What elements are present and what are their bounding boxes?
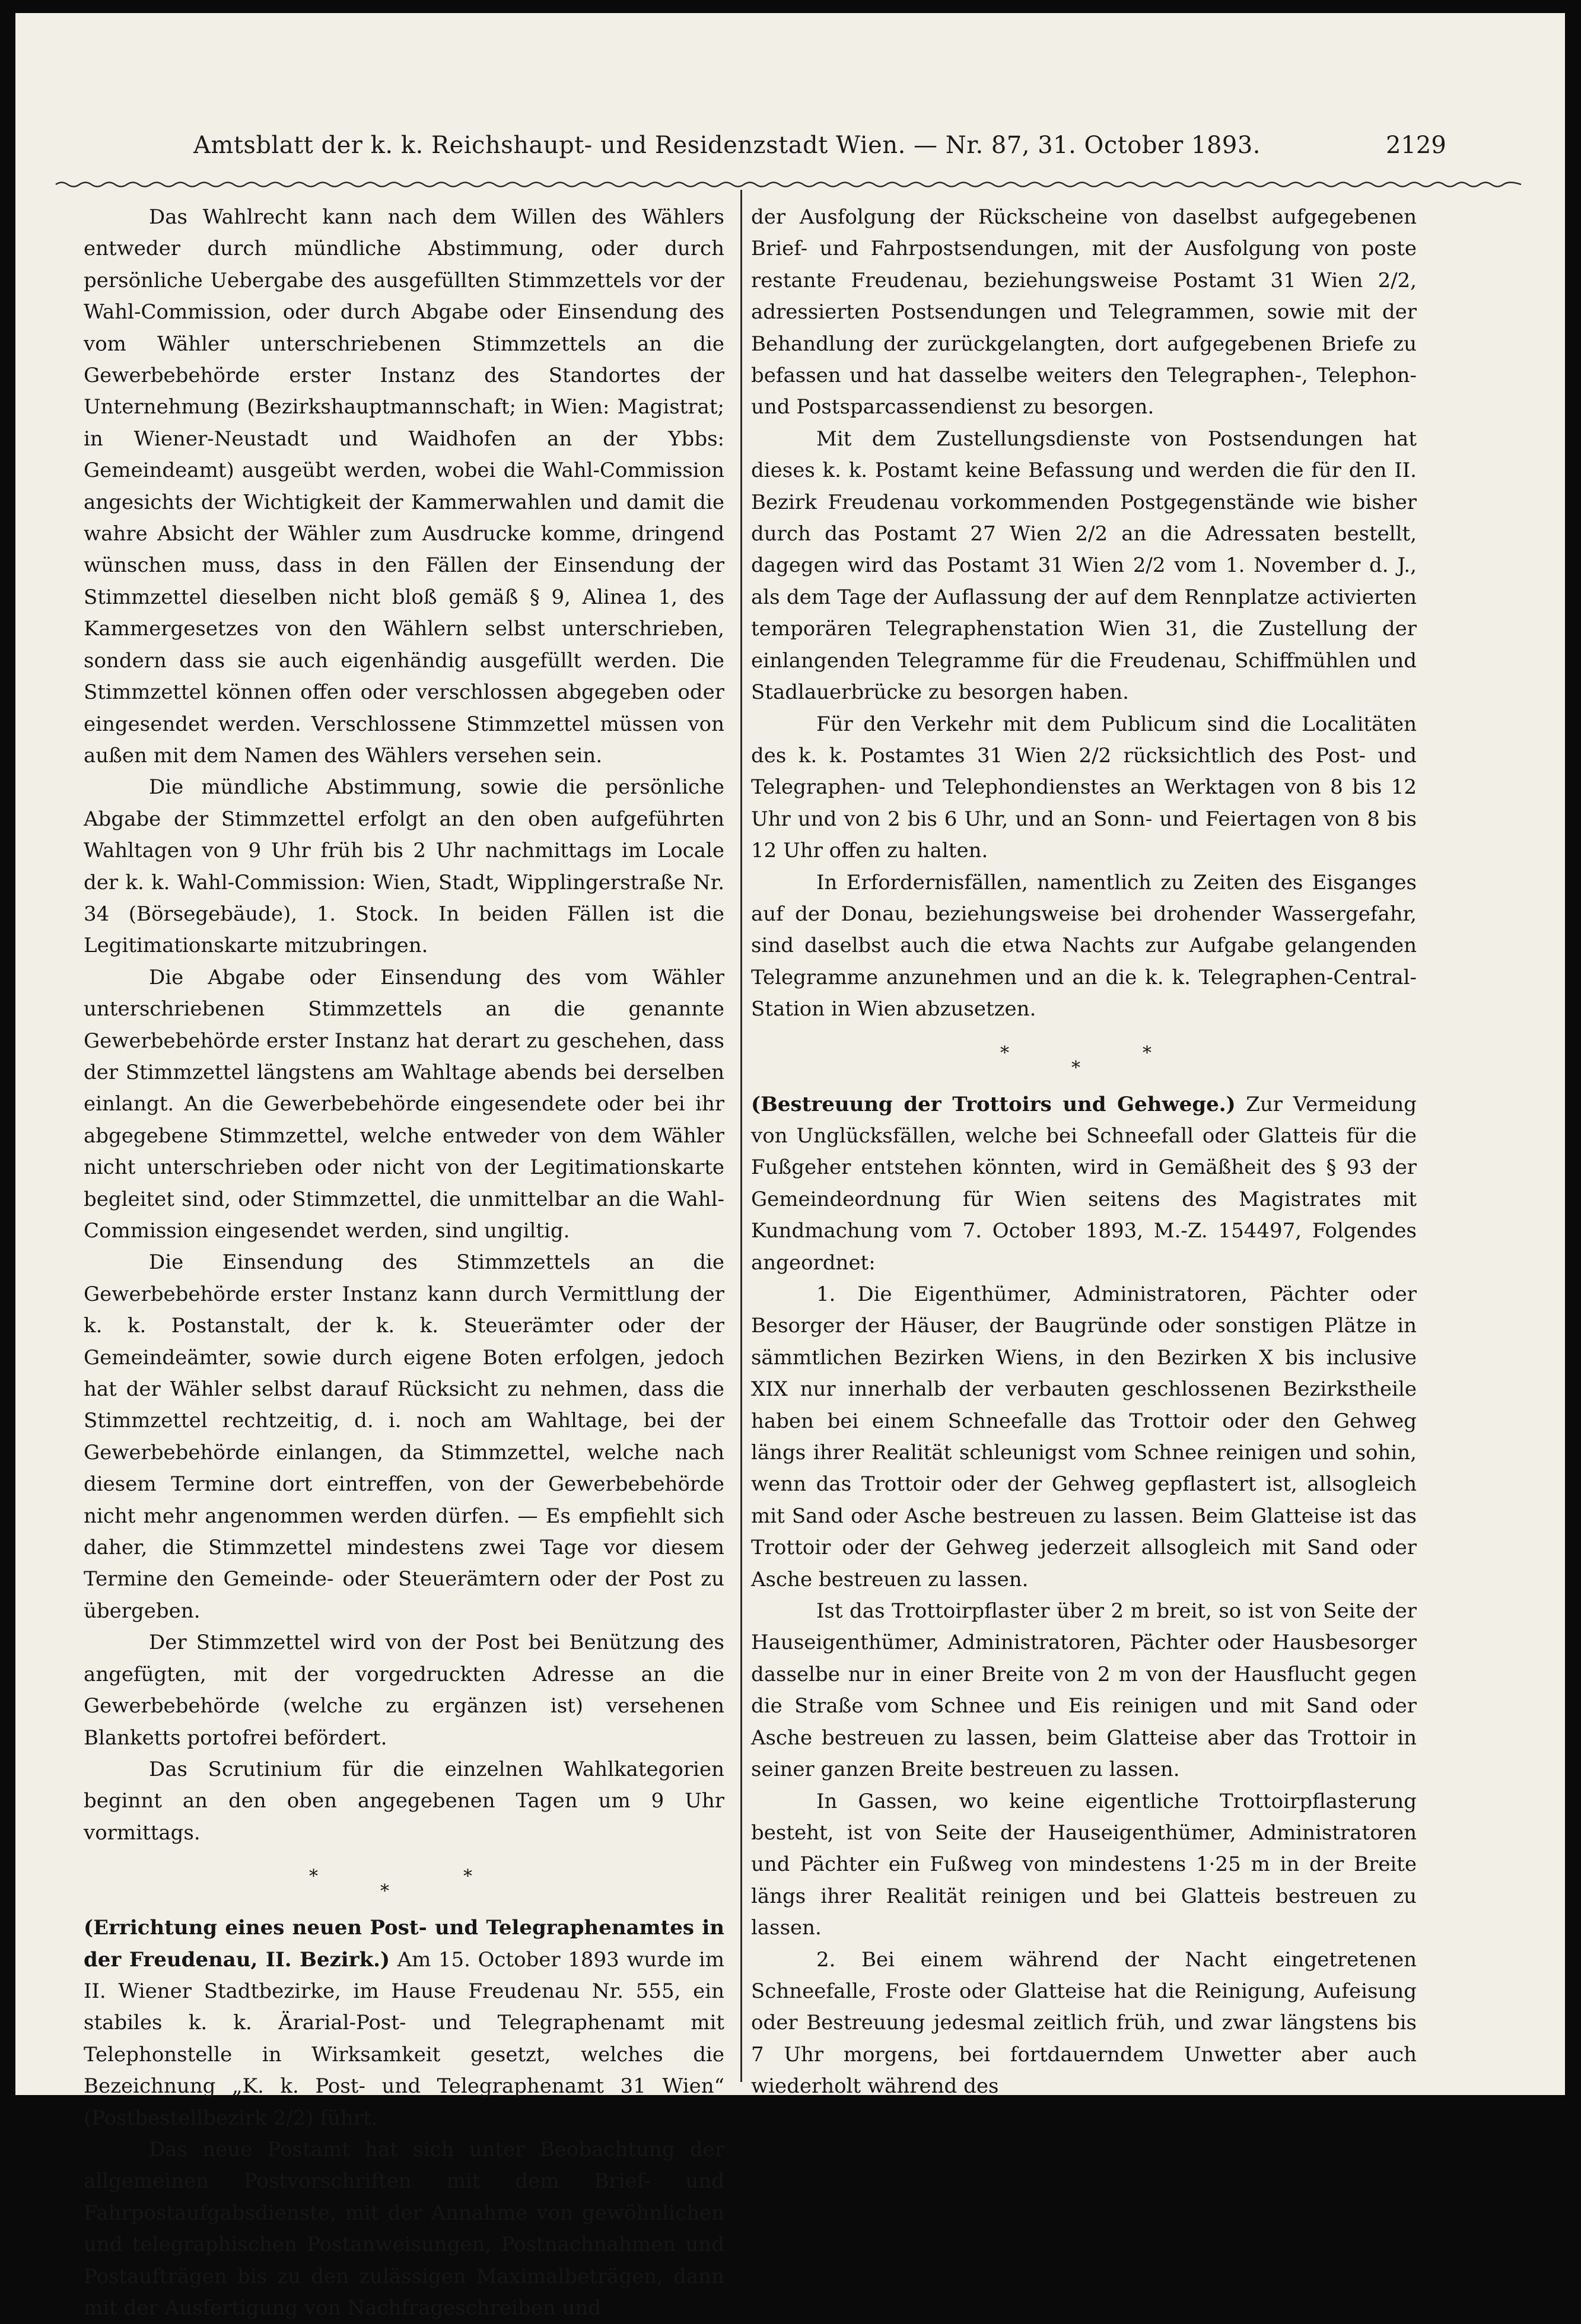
paragraph-text: Zur Vermeidung von Unglücksfällen, welche bei Schneefall oder Glatteis für die Fußgeher entstehen könnten, wird in Gemäßheit des § 93 der Gemeindeordnung für Wien seitens des Magistrates mit Kundmachung vom 7. October 1893, M.-Z. 154497, Folgendes angeordnet: bbox=[751, 1092, 1417, 1275]
paragraph: der Ausfolgung der Rückscheine von daselbst aufgegebenen Brief- und Fahrpostsendungen, mit der Ausfolgung von poste restante Freudenau, beziehungsweise Postamt 31 Wien 2/2, adressierten Postsendungen und Telegrammen, sowie mit der Behandlung der zurückgelangten, dort aufgegebenen Briefe zu befassen und hat dasselbe weiters den Telegraphen-, Telephon- und Postsparcassendienst zu besorgen. bbox=[751, 205, 1417, 419]
article-errichtung bbox=[84, 1912, 724, 2134]
paragraph: Die Abgabe oder Einsendung des vom Wähler unterschriebenen Stimmzettels an die genannte Gewerbebehörde erster Instanz hat derart zu geschehen, dass der Stimmzettel längstens am Wahltage abends bei derselben einlangt. An die Gewerbebehörde eingesendete oder bei ihr abgegebene Stimmzettel, welche entweder von dem Wähler nicht unterschrieben oder nicht von der Legitimationskarte begleitet sind, oder Stimmzettel, die unmittelbar an die Wahl-Commission eingesendet werden, sind ungiltig. bbox=[84, 965, 724, 1243]
section-separator bbox=[751, 1026, 1417, 1089]
paragraph: Das Scrutinium für die einzelnen Wahlkategorien beginnt an den oben angegebenen Tagen um 9 Uhr vormittags. bbox=[84, 1757, 724, 1845]
newspaper-page bbox=[15, 13, 1565, 2320]
star-glyph: * bbox=[380, 1881, 389, 1902]
paragraph: In Gassen, wo keine eigentliche Trottoirpflasterung besteht, ist von Seite der Hauseigenthümer, Administratoren und Pächter ein Fußweg von mindestens 1·25 m in der Breite längs ihrer Realität reinigen und bei Glatteis bestreuen zu lassen. bbox=[751, 1789, 1417, 1940]
paragraph: Mit dem Zustellungsdienste von Postsendungen hat dieses k. k. Postamt keine Befassung und werden die für den II. Bezirk Freudenau vorkommenden Postgegenstände wie bisher durch das Postamt 27 Wien 2/2 an die Adressaten bestellt, dagegen wird das Postamt 31 Wien 2/2 vom 1. November d. J., als dem Tage der Auflassung der auf dem Rennplatze activierten temporären Telegraphenstation Wien 31, die Zustellung der einlangenden Telegramme für die Freudenau, Schiffmühlen und Stadlauerbrücke zu besorgen haben. bbox=[751, 426, 1417, 705]
section-title: (Errichtung eines neuen Post- und Telegraphenamtes in der Freudenau, II. Bezirk.) bbox=[84, 1916, 724, 1972]
paragraph: Die Einsendung des Stimmzettels an die Gewerbebehörde erster Instanz kann durch Vermittlung der k. k. Postanstalt, der k. k. Steuerämter oder der Gemeindeämter, sowie durch eigene Boten erfolgen, jedoch hat der Wähler selbst darauf Rücksicht zu nehmen, dass die Stimmzettel rechtzeitig, d. i. noch am Wahltage, bei der Gewerbebehörde einlangen, da Stimmzettel, welche nach diesem Termine dort eintreffen, von der Gewerbebehörde nicht mehr angenommen werden dürfen. — Es empfiehlt sich daher, die Stimmzettel mindestens zwei Tage vor diesem Termine den Gemeinde- oder Steuerämtern oder der Post zu übergeben. bbox=[84, 1250, 724, 1623]
section-separator bbox=[84, 1849, 724, 1912]
left-column bbox=[84, 202, 724, 2324]
running-header: Amtsblatt der k. k. Reichshaupt- und Residenzstadt Wien. — Nr. 87, 31. October 1893. bbox=[193, 132, 1261, 159]
star-glyph: * bbox=[463, 1866, 472, 1887]
section-title: (Bestreuung der Trottoirs und Gehwege.) bbox=[751, 1092, 1236, 1116]
paragraph: Der Stimmzettel wird von der Post bei Benützung des angefügten, mit der vorgedruckten Adresse an die Gewerbebehörde (welche zu ergänzen ist) versehenen Blanketts portofrei befördert. bbox=[84, 1631, 724, 1750]
page-number: 2129 bbox=[1386, 132, 1446, 159]
paragraph: 1. Die Eigenthümer, Administratoren, Pächter oder Besorger der Häuser, der Baugründe oder sonstigen Plätze in sämmtlichen Bezirken Wiens, in den Bezirken X bis inclusive XIX nur innerhalb der verbauten geschlossenen Bezirkstheile haben bei einem Schneefalle das Trottoir oder den Gehweg längs ihrer Realität schleunigst vom Schnee reinigen und sohin, wenn das Trottoir oder der Gehweg gepflastert ist, allsogleich mit Sand oder Asche bestreuen zu lassen. Beim Glatteise ist das Trottoir oder der Gehweg jederzeit allsogleich mit Sand oder Asche bestreuen zu lassen. bbox=[751, 1282, 1417, 1591]
paragraph: Ist das Trottoirpflaster über 2 m breit, so ist von Seite der Hauseigenthümer, Administratoren, Pächter oder Hausbesorger dasselbe nur in einer Breite von 2 m von der Hausflucht gegen die Straße vom Schnee und Eis reinigen und mit Sand oder Asche bestreuen zu lassen, beim Glatteise aber das Trottoir in seiner ganzen Breite bestreuen zu lassen. bbox=[751, 1599, 1417, 1782]
paragraph: 2. Bei einem während der Nacht eingetretenen Schneefalle, Froste oder Glatteise hat die Reinigung, Aufeisung oder Bestreuung jedesmal zeitlich früh, und zwar längstens bis 7 Uhr morgens, bei fortdauerndem Unwetter aber auch wiederholt während des bbox=[751, 1947, 1417, 2099]
right-column bbox=[751, 202, 1417, 2103]
paragraph: Das Wahlrecht kann nach dem Willen des Wählers entweder durch mündliche Abstimmung, oder durch persönliche Uebergabe des ausgefüllten Stimmzettels vor der Wahl-Commission, oder durch Abgabe oder Einsendung des vom Wähler unterschriebenen Stimmzettels an die Gewerbebehörde erster Instanz des Standortes der Unternehmung (Bezirkshauptmannschaft; in Wien: Magistrat; in Wiener-Neustadt und Waidhofen an der Ybbs: Gemeindeamt) ausgeübt werden, wobei die Wahl-Commission angesichts der Wichtigkeit der Kammerwahlen und damit die wahre Absicht der Wähler zum Ausdrucke komme, dringend wünschen muss, dass in den Fällen der Einsendung der Stimmzettel dieselben nicht bloß gemäß § 9, Alinea 1, des Kammergesetzes von den Wählern selbst unterschrieben, sondern dass sie auch eigenhändig ausgefüllt werden. Die Stimmzettel können offen oder verschlossen abgegeben oder eingesendet werden. Verschlossene Stimmzettel müssen von außen mit dem Namen des Wählers versehen sein. bbox=[84, 205, 724, 768]
article-bestreuung bbox=[751, 1089, 1417, 1279]
paragraph: In Erfordernisfällen, namentlich zu Zeiten des Eisganges auf der Donau, beziehungsweise bei drohender Wassergefahr, sind daselbst auch die etwa Nachts zur Aufgabe gelangenden Telegramme anzunehmen und an die k. k. Telegraphen-Central-Station in Wien abzusetzen. bbox=[751, 870, 1417, 1021]
star-glyph: * bbox=[1000, 1042, 1009, 1064]
star-glyph: * bbox=[1143, 1042, 1151, 1064]
paragraph-text: Am 15. October 1893 wurde im II. Wiener Stadtbezirke, im Hause Freudenau Nr. 555, ein stabiles k. k. Ärarial-Post- und Telegraphenamt mit Telephonstelle in Wirksamkeit gesetzt, welches die Bezeichnung „K. k. Post- und Telegraphenamt 31 Wien“ (Postbestellbezirk 2/2) führt. bbox=[84, 1947, 724, 2130]
column-divider bbox=[740, 190, 742, 2082]
star-glyph: * bbox=[309, 1866, 318, 1887]
paragraph: Für den Verkehr mit dem Publicum sind die Localitäten des k. k. Postamtes 31 Wien 2/2 rücksichtlich des Post- und Telegraphen- und Telephondienstes an Werktagen von 8 bis 12 Uhr und von 2 bis 6 Uhr, und an Sonn- und Feiertagen von 8 bis 12 Uhr offen zu halten. bbox=[751, 712, 1417, 863]
header-rule bbox=[56, 180, 1521, 189]
paragraph: Die mündliche Abstimmung, sowie die persönliche Abgabe der Stimmzettel erfolgt an den oben aufgeführten Wahltagen von 9 Uhr früh bis 2 Uhr nachmittags im Locale der k. k. Wahl-Commission: Wien, Stadt, Wipplingerstraße Nr. 34 (Börsegebäude), 1. Stock. In beiden Fällen ist die Legitimationskarte mitzubringen. bbox=[84, 775, 724, 958]
paragraph: Das neue Postamt hat sich unter Beobachtung der allgemeinen Postvorschriften mit dem Brief- und Fahrpostaufgabsdienste, mit der Annahme von gewöhnlichen und telegraphischen Postanweisungen, Postnachnahmen und Postaufträgen bis zu den zulässigen Maximalbeträgen, dann mit der Ausfertigung von Nachfrageschreiben und bbox=[84, 2137, 724, 2320]
star-glyph: * bbox=[1071, 1057, 1080, 1078]
